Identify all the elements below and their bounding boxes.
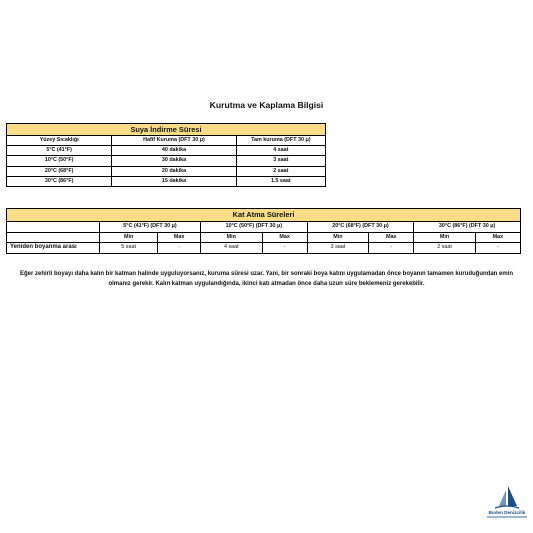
drying-table xyxy=(6,123,326,187)
table-cell: 3 saat xyxy=(307,243,369,254)
max-header: Max xyxy=(262,232,307,243)
table-row xyxy=(7,146,326,156)
page-title: Kurutma ve Kaplama Bilgisi xyxy=(209,100,324,110)
temp-header: 20°C (68°F) (DFT 30 μ) xyxy=(307,222,414,233)
column-header: Tam kuruma (DFT 30 μ) xyxy=(236,136,325,146)
table-cell: 20°C (68°F) xyxy=(7,166,112,176)
table-cell: 4 saat xyxy=(236,146,325,156)
table-row xyxy=(7,166,326,176)
table-cell: - xyxy=(475,243,520,254)
max-header: Max xyxy=(158,232,201,243)
recoat-table xyxy=(6,208,521,254)
max-header: Max xyxy=(475,232,520,243)
min-header: Min xyxy=(100,232,158,243)
table-cell: - xyxy=(158,243,201,254)
table-cell: 10°C (50°F) xyxy=(7,156,112,166)
table-cell: 2 saat xyxy=(414,243,476,254)
max-header: Max xyxy=(369,232,414,243)
table-cell: 2 saat xyxy=(236,166,325,176)
table-cell: 15 dakika xyxy=(112,176,236,186)
table-cell: 3 saat xyxy=(236,156,325,166)
min-header: Min xyxy=(307,232,369,243)
table-cell: - xyxy=(262,243,307,254)
temp-header: 5°C (41°F) (DFT 30 μ) xyxy=(100,222,201,233)
min-header: Min xyxy=(414,232,476,243)
recoat-table-header: Kat Atma Süreleri xyxy=(7,209,521,222)
column-header: Yüzey Sıcaklığı xyxy=(7,136,112,146)
sailboat-icon xyxy=(487,484,527,512)
min-header: Min xyxy=(201,232,263,243)
note-paragraph: Eğer zehirli boyayı daha kalın bir katman halinde uyguluyorsanız, kuruma süresi uzar. Yani, bir sonraki boya katını uygulamadan önce boyanın tamamen kuruduğundan emin olmanız gerekir. Kalın katman uygulandığında, ikinci katı atmadan önce daha uzun süre beklemeniz gerekebilir. xyxy=(19,271,514,287)
logo-text: Buden Denizcilik xyxy=(488,510,526,515)
drying-table-header: Suya İndirme Süresi xyxy=(7,124,326,136)
brand-logo xyxy=(487,484,527,524)
table-cell: 40 dakika xyxy=(112,146,236,156)
table-cell: 30 dakika xyxy=(112,156,236,166)
table-cell: - xyxy=(369,243,414,254)
temp-header: 10°C (50°F) (DFT 30 μ) xyxy=(201,222,308,233)
table-cell: 20 dakika xyxy=(112,166,236,176)
column-header: Hafif Kuruma (DFT 30 μ) xyxy=(112,136,236,146)
table-cell: 5 saat xyxy=(100,243,158,254)
table-cell: 5°C (41°F) xyxy=(7,146,112,156)
table-row xyxy=(7,243,521,254)
table-cell: 4 saat xyxy=(201,243,263,254)
logo-underline xyxy=(487,516,527,518)
row-label: Yeniden boyanma arası xyxy=(7,243,100,254)
table-row xyxy=(7,156,326,166)
empty-cell xyxy=(7,232,100,243)
table-row xyxy=(7,176,326,186)
temp-header: 30°C (86°F) (DFT 30 μ) xyxy=(414,222,521,233)
table-cell: 30°C (86°F) xyxy=(7,176,112,186)
table-cell: 1.5 saat xyxy=(236,176,325,186)
empty-cell xyxy=(7,222,100,233)
